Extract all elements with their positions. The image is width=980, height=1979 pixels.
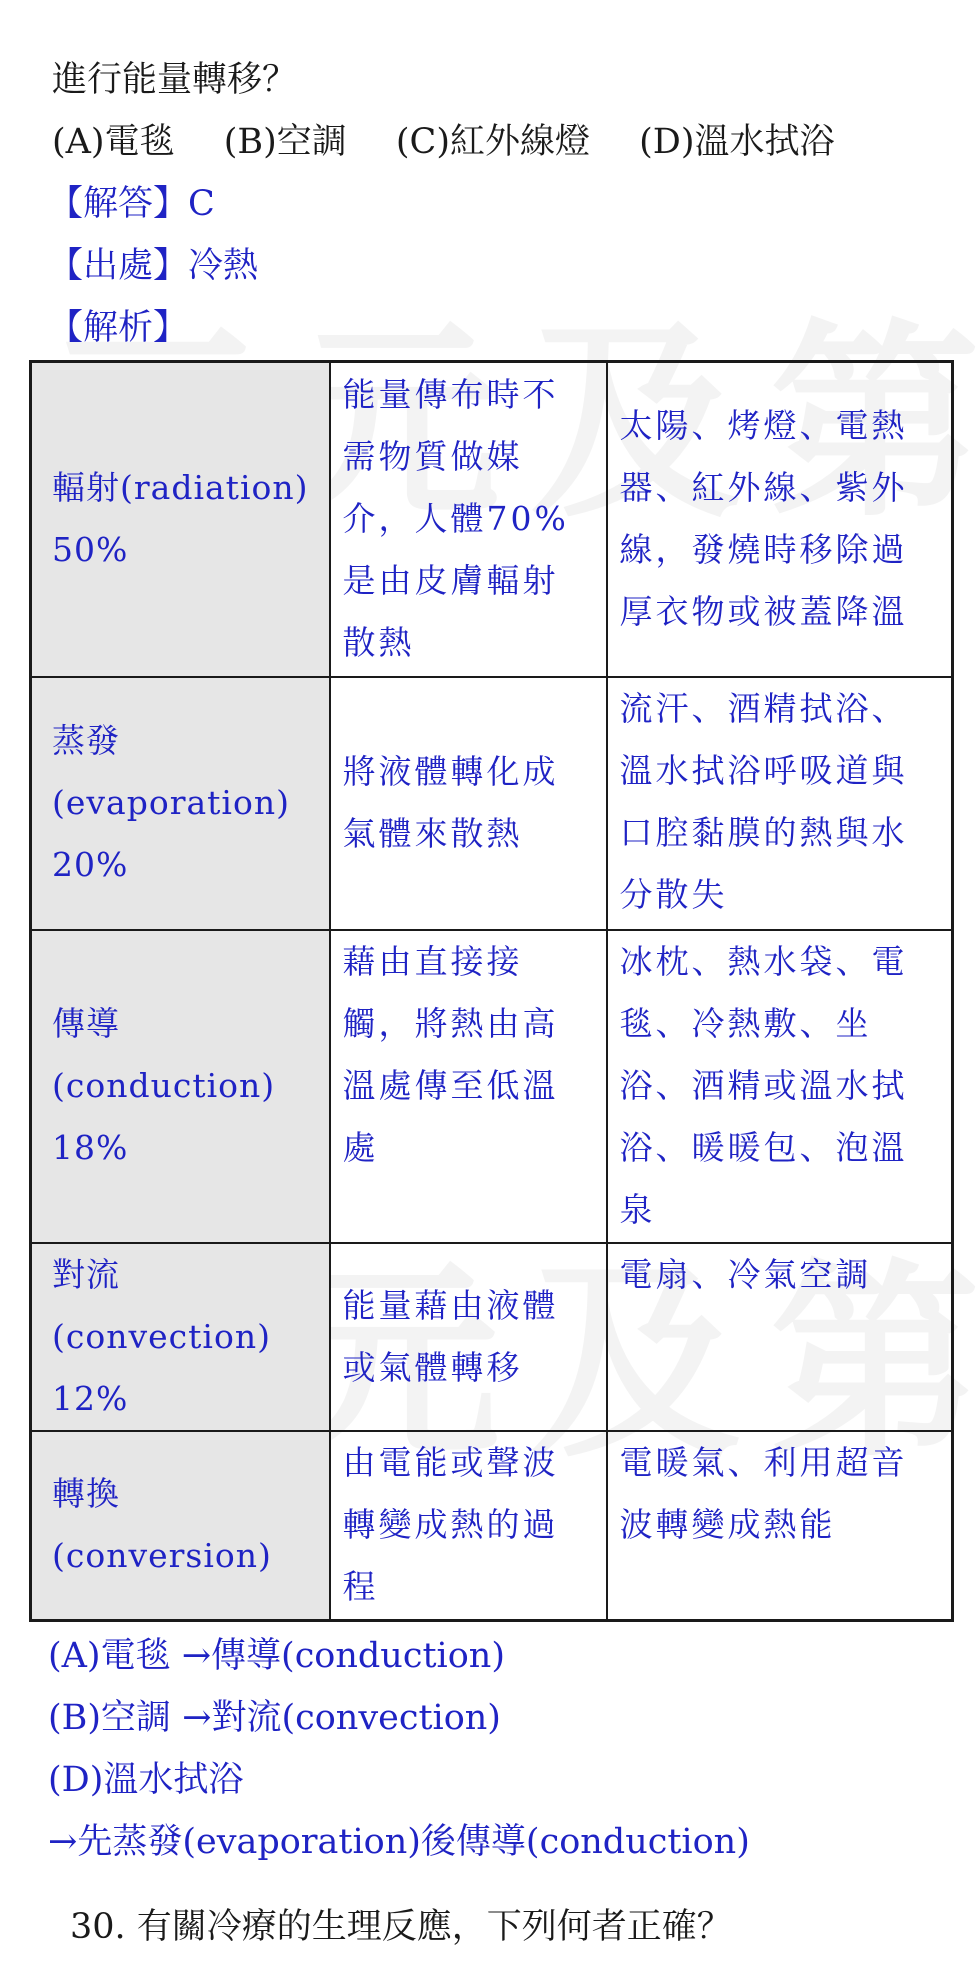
- options-row: [52, 120, 873, 164]
- type-cell: [31, 677, 330, 930]
- percent-label: 20%: [52, 845, 129, 884]
- source-line: [48, 244, 258, 288]
- answer-tag: 【解答】: [48, 184, 189, 224]
- type-label: 傳導: [52, 1004, 120, 1043]
- heat-transfer-table: [29, 360, 954, 1622]
- type-cell: [31, 1243, 330, 1431]
- description-cell: 藉由直接接觸，將熱由高溫處傳至低溫處: [330, 930, 607, 1243]
- source-value: 冷熱: [188, 246, 259, 286]
- percent-label: 18%: [52, 1128, 129, 1167]
- explanation-d-detail: →先蒸發(evaporation)後傳導(conduction): [48, 1822, 750, 1862]
- percent-label: 12%: [52, 1378, 129, 1418]
- percent-label: 50%: [52, 530, 129, 570]
- question-tail: 進行能量轉移？: [52, 60, 298, 100]
- examples-cell: 冰枕、熱水袋、電毯、冷熱敷、坐浴、酒精或溫水拭浴、暖暖包、泡溫泉: [607, 930, 953, 1243]
- examples-cell: 太陽、烤燈、電熱器、紅外線、紫外線，發燒時移除過厚衣物或被蓋降溫: [607, 362, 953, 677]
- analysis-line: [48, 306, 188, 350]
- explanation-b: (B)空調 →對流(convection): [48, 1698, 501, 1738]
- answer-line: [48, 182, 215, 226]
- type-english-label: (evaporation): [52, 783, 290, 822]
- examples-cell: 電扇、冷氣空調: [607, 1243, 953, 1431]
- option-c: (C)紅外線燈: [395, 122, 590, 162]
- table-row: [31, 362, 953, 677]
- type-cell: [31, 1431, 330, 1621]
- next-question: 30. 有關冷療的生理反應，下列何者正確？: [70, 1907, 732, 1947]
- type-label: 輻射(radiation): [52, 468, 309, 508]
- option-b: (B)空調: [223, 122, 347, 162]
- description-cell: 由電能或聲波轉變成熱的過程: [330, 1431, 607, 1621]
- table-row: [31, 930, 953, 1243]
- type-label: 轉換: [52, 1474, 120, 1514]
- type-cell: [31, 362, 330, 677]
- explanation-a: (A)電毯 →傳導(conduction): [48, 1636, 505, 1676]
- type-english-label: (conduction): [52, 1066, 276, 1105]
- examples-cell: 流汗、酒精拭浴、溫水拭浴呼吸道與口腔黏膜的熱與水分散失: [607, 677, 953, 930]
- type-english-label: (conversion): [52, 1536, 272, 1576]
- type-label: 對流: [52, 1254, 120, 1294]
- source-tag: 【出處】: [48, 246, 189, 286]
- table-row: [31, 677, 953, 930]
- explanation-d: (D)溫水拭浴: [48, 1760, 244, 1800]
- answer-value: C: [188, 184, 215, 224]
- examples-cell: 電暖氣、利用超音波轉變成熱能: [607, 1431, 953, 1621]
- description-cell: 能量傳布時不需物質做媒介，人體70%是由皮膚輻射散熱: [330, 362, 607, 677]
- type-label: 蒸發: [52, 721, 120, 760]
- description-cell: 將液體轉化成氣體來散熱: [330, 677, 607, 930]
- option-d: (D)溫水拭浴: [639, 122, 835, 162]
- type-english-label: (convection): [52, 1316, 271, 1356]
- option-a: (A)電毯: [52, 122, 175, 162]
- description-cell: 能量藉由液體或氣體轉移: [330, 1243, 607, 1431]
- analysis-tag: 【解析】: [48, 308, 189, 348]
- table-row: [31, 1243, 953, 1431]
- table-row: [31, 1431, 953, 1621]
- type-cell: [31, 930, 330, 1243]
